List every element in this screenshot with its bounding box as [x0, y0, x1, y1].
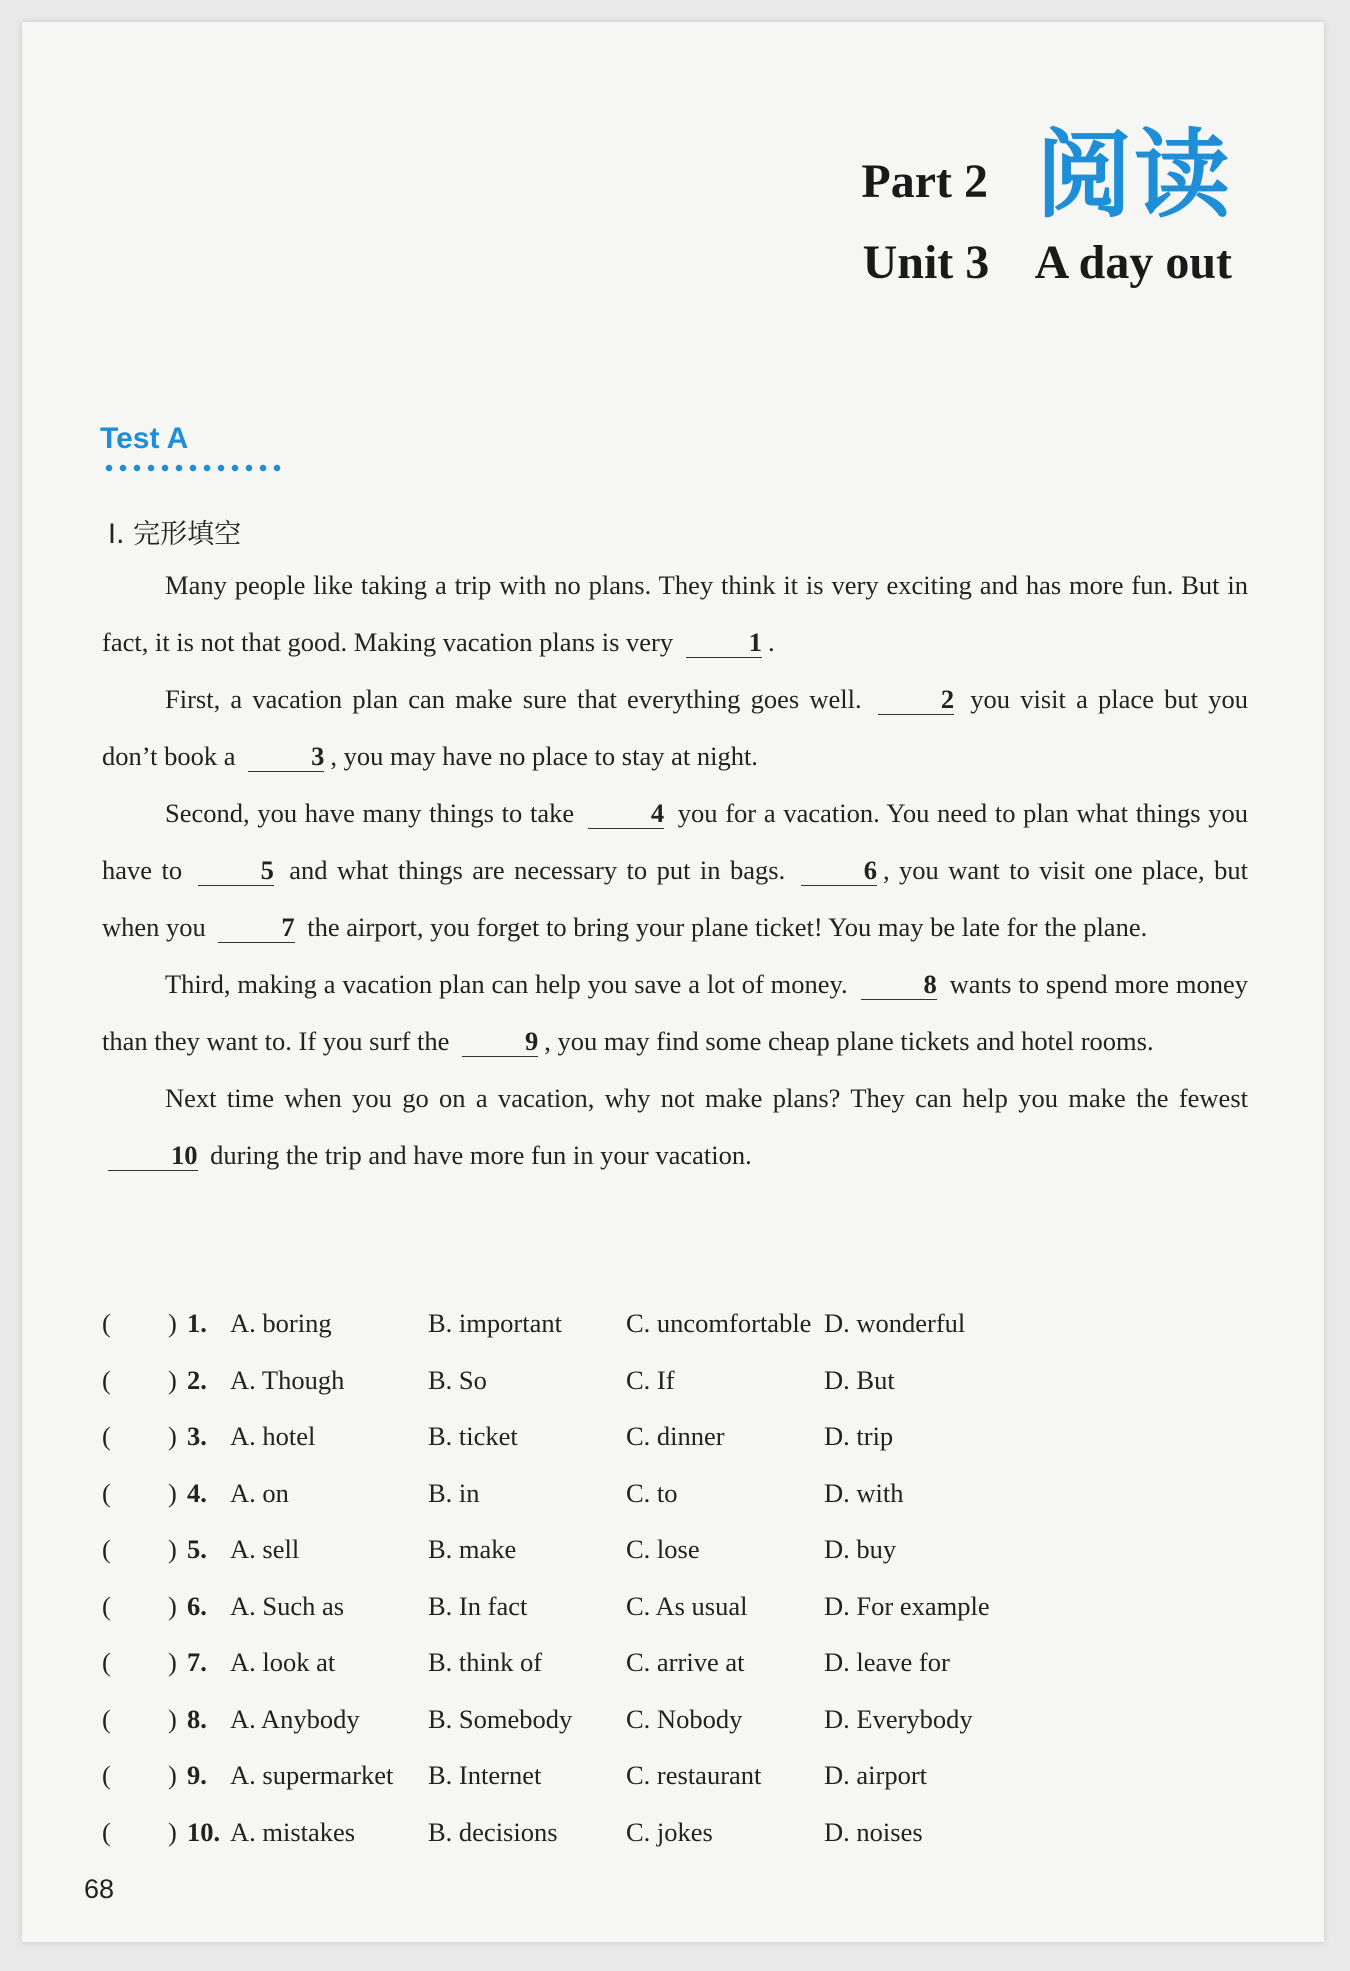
option-a: A. boring — [230, 1308, 332, 1338]
answer-paren-open[interactable]: ( — [102, 1647, 111, 1677]
option-a: A. Such as — [230, 1590, 345, 1621]
option-a: A. Though — [230, 1364, 345, 1395]
option-c: C. to — [626, 1477, 678, 1508]
answer-paren-close: ) — [168, 1534, 177, 1564]
option-b: B. decisions — [428, 1816, 558, 1847]
cloze-passage — [102, 557, 1248, 1184]
question-row — [102, 1583, 1248, 1640]
option-c: C. Nobody — [626, 1703, 743, 1734]
question-row — [102, 1470, 1248, 1527]
part-label: Part 2 — [861, 155, 988, 208]
option-b: B. Somebody — [428, 1703, 573, 1734]
option-d: D. noises — [824, 1816, 923, 1847]
question-number: 2. — [187, 1364, 207, 1395]
option-c: C. jokes — [626, 1816, 713, 1847]
answer-paren-open[interactable]: ( — [102, 1364, 111, 1395]
answer-paren-open[interactable]: ( — [102, 1703, 111, 1734]
passage-text: Third, making a vacation plan can help you save a lot of money. — [165, 969, 855, 999]
unit-title: Unit 3 A day out — [862, 236, 1232, 289]
part-heading — [861, 119, 1232, 231]
option-c: C. As usual — [626, 1590, 748, 1621]
answer-paren-close: ) — [168, 1477, 177, 1508]
passage-text: wants to spend more money than they want to. If you surf the — [102, 969, 1248, 1056]
option-d: D. with — [824, 1477, 904, 1508]
option-c: C. uncomfortable — [626, 1308, 812, 1338]
question-number: 4. — [187, 1477, 207, 1508]
answer-paren-close: ) — [168, 1308, 177, 1338]
option-d: D. Everybody — [824, 1703, 973, 1734]
option-a: A. on — [230, 1477, 289, 1508]
question-number: 9. — [187, 1760, 207, 1790]
option-a: A. hotel — [230, 1421, 316, 1451]
question-number: 10. — [187, 1816, 221, 1847]
option-d: D. leave for — [824, 1647, 950, 1677]
answer-blank: 10 — [108, 1140, 198, 1171]
answer-blank: 8 — [861, 969, 937, 1000]
question-number: 6. — [187, 1590, 207, 1621]
passage-paragraph — [102, 785, 1248, 956]
answer-paren-open[interactable]: ( — [102, 1308, 111, 1338]
question-row — [102, 1696, 1248, 1753]
part-title-cn: 阅读 — [1036, 119, 1232, 231]
option-a: A. supermarket — [230, 1760, 394, 1790]
option-a: A. Anybody — [230, 1703, 360, 1734]
question-row — [102, 1526, 1248, 1583]
option-d: D. buy — [824, 1534, 897, 1564]
question-row — [102, 1300, 1248, 1357]
answer-paren-close: ) — [168, 1816, 177, 1847]
passage-text: Next time when you go on a vacation, why not make plans? They can help you make the fewest — [165, 1083, 1248, 1113]
passage-text: during the trip and have more fun in your vacation. — [203, 1140, 752, 1170]
question-row — [102, 1752, 1248, 1809]
option-a: A. look at — [230, 1647, 336, 1677]
option-c: C. dinner — [626, 1421, 725, 1451]
question-number: 7. — [187, 1647, 207, 1677]
passage-paragraph — [102, 1070, 1248, 1184]
page-header — [861, 119, 1232, 290]
option-b: B. make — [428, 1534, 517, 1564]
answer-blank: 4 — [588, 798, 664, 829]
answer-paren-close: ) — [168, 1590, 177, 1621]
answer-paren-open[interactable]: ( — [102, 1590, 111, 1621]
passage-text: the airport, you forget to bring your plane ticket! You may be late for the plane. — [300, 912, 1148, 942]
question-list — [102, 1300, 1248, 1865]
passage-text: First, a vacation plan can make sure that everything goes well. — [165, 684, 872, 714]
question-row — [102, 1809, 1248, 1866]
answer-paren-open[interactable]: ( — [102, 1816, 111, 1847]
option-c: C. arrive at — [626, 1647, 745, 1677]
option-d: D. airport — [824, 1760, 928, 1790]
question-number: 1. — [187, 1308, 207, 1338]
passage-text: you for a vacation. You need to plan what things you have to — [102, 798, 1248, 885]
answer-paren-close: ) — [168, 1364, 177, 1395]
page-number: 68 — [84, 1874, 115, 1904]
question-number: 8. — [187, 1703, 207, 1734]
option-d: D. trip — [824, 1421, 894, 1451]
answer-paren-close: ) — [168, 1703, 177, 1734]
option-c: C. If — [626, 1364, 675, 1395]
passage-text: you visit a place but you don’t book a — [102, 684, 1248, 771]
passage-paragraph — [102, 557, 1248, 671]
option-d: D. But — [824, 1364, 895, 1395]
question-number: 5. — [187, 1534, 207, 1564]
answer-blank: 6 — [801, 855, 877, 886]
answer-paren-open[interactable]: ( — [102, 1477, 111, 1508]
question-row — [102, 1357, 1248, 1414]
passage-text: Second, you have many things to take — [165, 798, 582, 828]
option-b: B. think of — [428, 1647, 543, 1677]
option-b: B. So — [428, 1364, 487, 1395]
passage-paragraph — [102, 956, 1248, 1070]
question-number: 3. — [187, 1421, 207, 1451]
passage-text: Many people like taking a trip with no plans. They think it is very exciting and has more fun. But in fact, it is not that good. Making vacation plans is very — [102, 570, 1248, 657]
option-b: B. Internet — [428, 1760, 542, 1790]
option-a: A. mistakes — [230, 1816, 356, 1847]
answer-blank: 7 — [218, 912, 294, 943]
option-d: D. wonderful — [824, 1308, 966, 1338]
answer-paren-close: ) — [168, 1647, 177, 1677]
test-label: Test A — [100, 422, 189, 455]
passage-text: , you may have no place to stay at night. — [330, 741, 758, 771]
option-b: B. ticket — [428, 1421, 518, 1451]
answer-paren-close: ) — [168, 1760, 177, 1790]
option-c: C. restaurant — [626, 1760, 762, 1790]
passage-text: , you want to visit one place, but when you — [102, 855, 1248, 942]
passage-text: and what things are necessary to put in bags. — [279, 855, 795, 885]
option-b: B. in — [428, 1477, 480, 1508]
question-row — [102, 1639, 1248, 1696]
section-title: Ⅰ. 完形填空 — [108, 519, 242, 550]
answer-paren-open[interactable]: ( — [102, 1534, 111, 1564]
answer-blank: 3 — [248, 741, 324, 772]
option-a: A. sell — [230, 1534, 300, 1564]
answer-paren-open[interactable]: ( — [102, 1421, 111, 1451]
passage-text: . — [767, 627, 775, 657]
passage-text: , you may find some cheap plane tickets and hotel rooms. — [544, 1026, 1154, 1056]
option-d: D. For example — [824, 1590, 990, 1621]
dotted-underline — [102, 464, 282, 472]
option-c: C. lose — [626, 1534, 700, 1564]
answer-blank: 1 — [686, 627, 762, 658]
answer-blank: 2 — [878, 684, 954, 715]
answer-blank: 9 — [462, 1026, 538, 1057]
option-b: B. In fact — [428, 1590, 528, 1621]
answer-blank: 5 — [198, 855, 274, 886]
answer-paren-open[interactable]: ( — [102, 1760, 111, 1790]
passage-paragraph — [102, 671, 1248, 785]
option-b: B. important — [428, 1308, 562, 1338]
document-page — [22, 22, 1324, 1942]
question-row — [102, 1413, 1248, 1470]
answer-paren-close: ) — [168, 1421, 177, 1451]
